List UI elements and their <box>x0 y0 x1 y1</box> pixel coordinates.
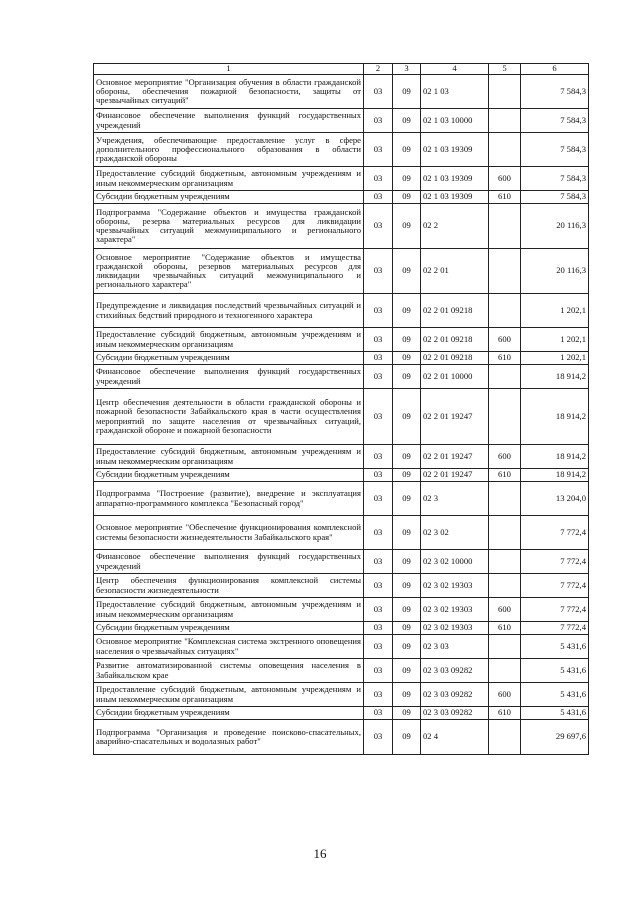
row-section: 03 <box>364 482 393 516</box>
row-amount: 1 202,1 <box>521 294 589 328</box>
row-amount: 7 584,3 <box>521 75 589 109</box>
row-name: Подпрограмма "Построение (развитие), внедрение и эксплуатация аппаратно-программного комплекса "Безопасный город" <box>94 482 364 516</box>
row-subsection: 09 <box>393 635 421 659</box>
row-subsection: 09 <box>393 659 421 683</box>
row-section: 03 <box>364 720 393 755</box>
row-amount: 18 914,2 <box>521 469 589 482</box>
row-section: 03 <box>364 445 393 469</box>
row-target-code: 02 3 02 19303 <box>421 622 489 635</box>
row-subsection: 09 <box>393 75 421 109</box>
row-name: Субсидии бюджетным учреждениям <box>94 622 364 635</box>
row-name: Предоставление субсидий бюджетным, автономным учреждениям и иным некоммерческим организациям <box>94 167 364 191</box>
row-subsection: 09 <box>393 389 421 445</box>
row-amount: 7 772,4 <box>521 516 589 550</box>
row-amount: 29 697,6 <box>521 720 589 755</box>
row-target-code: 02 1 03 10000 <box>421 109 489 133</box>
row-expense-type <box>489 550 521 574</box>
row-section: 03 <box>364 683 393 707</box>
row-name: Субсидии бюджетным учреждениям <box>94 707 364 720</box>
table-row <box>94 516 589 550</box>
row-name: Подпрограмма "Организация и проведение поисково-спасательных, аварийно-спасательных и водолазных работ" <box>94 720 364 755</box>
table-row <box>94 109 589 133</box>
row-expense-type <box>489 720 521 755</box>
row-amount: 1 202,1 <box>521 328 589 352</box>
table-row <box>94 167 589 191</box>
row-section: 03 <box>364 598 393 622</box>
row-amount: 18 914,2 <box>521 389 589 445</box>
row-expense-type <box>489 365 521 389</box>
row-target-code: 02 3 02 10000 <box>421 550 489 574</box>
page-number: 16 <box>313 846 327 861</box>
row-section: 03 <box>364 365 393 389</box>
row-section: 03 <box>364 191 393 204</box>
table-row <box>94 635 589 659</box>
row-name: Финансовое обеспечение выполнения функций государственных учреждений <box>94 109 364 133</box>
table-row <box>94 352 589 365</box>
row-target-code: 02 2 01 09218 <box>421 294 489 328</box>
row-subsection: 09 <box>393 598 421 622</box>
row-amount: 5 431,6 <box>521 683 589 707</box>
row-name: Основное мероприятие "Содержание объектов и имущества гражданской обороны, резервов материальных ресурсов для ликвидации чрезвычайных ситуаций межмуниципального и регионального характера" <box>94 249 364 294</box>
row-section: 03 <box>364 328 393 352</box>
row-name: Субсидии бюджетным учреждениям <box>94 191 364 204</box>
table-row <box>94 191 589 204</box>
table-row <box>94 622 589 635</box>
table-row <box>94 482 589 516</box>
row-expense-type <box>489 482 521 516</box>
table-row <box>94 389 589 445</box>
row-section: 03 <box>364 352 393 365</box>
header-col-3: 3 <box>393 64 421 75</box>
header-col-4: 4 <box>421 64 489 75</box>
row-section: 03 <box>364 109 393 133</box>
row-subsection: 09 <box>393 720 421 755</box>
row-expense-type <box>489 294 521 328</box>
row-expense-type <box>489 133 521 167</box>
row-expense-type: 600 <box>489 328 521 352</box>
row-amount: 18 914,2 <box>521 365 589 389</box>
row-subsection: 09 <box>393 550 421 574</box>
row-subsection: 09 <box>393 109 421 133</box>
table-row <box>94 133 589 167</box>
row-amount: 18 914,2 <box>521 445 589 469</box>
row-target-code: 02 3 02 19303 <box>421 598 489 622</box>
header-col-2: 2 <box>364 64 393 75</box>
row-name: Субсидии бюджетным учреждениям <box>94 469 364 482</box>
row-amount: 7 584,3 <box>521 109 589 133</box>
row-target-code: 02 2 01 19247 <box>421 469 489 482</box>
row-target-code: 02 1 03 19309 <box>421 167 489 191</box>
row-amount: 7 772,4 <box>521 622 589 635</box>
row-target-code: 02 3 03 09282 <box>421 659 489 683</box>
row-section: 03 <box>364 635 393 659</box>
row-amount: 7 772,4 <box>521 574 589 598</box>
row-expense-type: 600 <box>489 598 521 622</box>
table-row <box>94 550 589 574</box>
row-subsection: 09 <box>393 133 421 167</box>
row-section: 03 <box>364 469 393 482</box>
table-row <box>94 328 589 352</box>
row-subsection: 09 <box>393 574 421 598</box>
table-row <box>94 469 589 482</box>
row-name: Предоставление субсидий бюджетным, автономным учреждениям и иным некоммерческим организациям <box>94 445 364 469</box>
row-subsection: 09 <box>393 683 421 707</box>
row-amount: 20 116,3 <box>521 249 589 294</box>
row-section: 03 <box>364 167 393 191</box>
row-amount: 7 772,4 <box>521 550 589 574</box>
row-name: Субсидии бюджетным учреждениям <box>94 352 364 365</box>
row-target-code: 02 3 02 <box>421 516 489 550</box>
row-amount: 7 584,3 <box>521 167 589 191</box>
row-section: 03 <box>364 294 393 328</box>
row-expense-type: 610 <box>489 352 521 365</box>
row-subsection: 09 <box>393 352 421 365</box>
row-subsection: 09 <box>393 294 421 328</box>
row-subsection: 09 <box>393 328 421 352</box>
row-subsection: 09 <box>393 516 421 550</box>
row-target-code: 02 1 03 <box>421 75 489 109</box>
table-body <box>94 75 589 755</box>
row-expense-type: 610 <box>489 469 521 482</box>
row-target-code: 02 2 <box>421 204 489 249</box>
table-row <box>94 249 589 294</box>
row-expense-type <box>489 204 521 249</box>
row-name: Предупреждение и ликвидация последствий чрезвычайных ситуаций и стихийных бедствий природного и техногенного характера <box>94 294 364 328</box>
table-row <box>94 445 589 469</box>
row-subsection: 09 <box>393 249 421 294</box>
row-target-code: 02 3 03 <box>421 635 489 659</box>
row-section: 03 <box>364 249 393 294</box>
row-expense-type <box>489 659 521 683</box>
row-section: 03 <box>364 550 393 574</box>
row-expense-type: 610 <box>489 707 521 720</box>
row-target-code: 02 2 01 <box>421 249 489 294</box>
budget-table <box>93 63 589 755</box>
row-subsection: 09 <box>393 204 421 249</box>
row-name: Центр обеспечения функционирования комплексной системы безопасности жизнедеятельности <box>94 574 364 598</box>
row-amount: 20 116,3 <box>521 204 589 249</box>
row-target-code: 02 2 01 10000 <box>421 365 489 389</box>
row-name: Основное мероприятие "Организация обучения в области гражданской обороны, обеспечения пожарной безопасности, защиты от чрезвычайных ситуаций" <box>94 75 364 109</box>
row-expense-type: 610 <box>489 191 521 204</box>
row-section: 03 <box>364 75 393 109</box>
row-subsection: 09 <box>393 469 421 482</box>
table-row <box>94 683 589 707</box>
row-expense-type: 600 <box>489 683 521 707</box>
row-target-code: 02 2 01 09218 <box>421 352 489 365</box>
row-name: Предоставление субсидий бюджетным, автономным учреждениям и иным некоммерческим организациям <box>94 328 364 352</box>
row-expense-type <box>489 389 521 445</box>
table-row <box>94 659 589 683</box>
row-section: 03 <box>364 707 393 720</box>
row-subsection: 09 <box>393 191 421 204</box>
table-row <box>94 707 589 720</box>
row-subsection: 09 <box>393 482 421 516</box>
table-row <box>94 365 589 389</box>
row-amount: 1 202,1 <box>521 352 589 365</box>
header-col-6: 6 <box>521 64 589 75</box>
row-name: Финансовое обеспечение выполнения функций государственных учреждений <box>94 550 364 574</box>
row-section: 03 <box>364 574 393 598</box>
row-subsection: 09 <box>393 707 421 720</box>
row-expense-type <box>489 109 521 133</box>
row-target-code: 02 1 03 19309 <box>421 133 489 167</box>
row-expense-type: 600 <box>489 445 521 469</box>
header-row <box>94 64 589 75</box>
row-target-code: 02 4 <box>421 720 489 755</box>
row-subsection: 09 <box>393 622 421 635</box>
row-target-code: 02 3 03 09282 <box>421 707 489 720</box>
row-amount: 5 431,6 <box>521 707 589 720</box>
row-expense-type <box>489 516 521 550</box>
row-target-code: 02 3 <box>421 482 489 516</box>
row-section: 03 <box>364 516 393 550</box>
row-name: Центр обеспечения деятельности в области гражданской обороны и пожарной безопасности Забайкальского края в части осуществления мероприятий по защите населения от чрезвычайных ситуаций, гражданской обороне и пожарной безопасности <box>94 389 364 445</box>
row-expense-type <box>489 574 521 598</box>
row-name: Учреждения, обеспечивающие предоставление услуг в сфере дополнительного профессионального образования в области гражданской обороны <box>94 133 364 167</box>
row-target-code: 02 1 03 19309 <box>421 191 489 204</box>
row-section: 03 <box>364 133 393 167</box>
row-amount: 7 584,3 <box>521 133 589 167</box>
header-col-5: 5 <box>489 64 521 75</box>
row-name: Подпрограмма "Содержание объектов и имущества гражданской обороны, резерва материальных ресурсов для ликвидации чрезвычайных ситуаций межмуниципального и регионального характера" <box>94 204 364 249</box>
row-expense-type: 610 <box>489 622 521 635</box>
table-row <box>94 574 589 598</box>
row-target-code: 02 3 02 19303 <box>421 574 489 598</box>
row-section: 03 <box>364 389 393 445</box>
row-target-code: 02 2 01 19247 <box>421 445 489 469</box>
row-target-code: 02 2 01 09218 <box>421 328 489 352</box>
row-target-code: 02 3 03 09282 <box>421 683 489 707</box>
row-amount: 5 431,6 <box>521 659 589 683</box>
table-row <box>94 598 589 622</box>
row-amount: 13 204,0 <box>521 482 589 516</box>
row-amount: 5 431,6 <box>521 635 589 659</box>
row-expense-type <box>489 635 521 659</box>
row-section: 03 <box>364 659 393 683</box>
header-col-1: 1 <box>94 64 364 75</box>
row-name: Развитие автоматизированной системы оповещения населения в Забайкальском крае <box>94 659 364 683</box>
row-name: Предоставление субсидий бюджетным, автономным учреждениям и иным некоммерческим организациям <box>94 598 364 622</box>
row-subsection: 09 <box>393 365 421 389</box>
row-section: 03 <box>364 204 393 249</box>
row-target-code: 02 2 01 19247 <box>421 389 489 445</box>
row-amount: 7 772,4 <box>521 598 589 622</box>
row-name: Предоставление субсидий бюджетным, автономным учреждениям и иным некоммерческим организациям <box>94 683 364 707</box>
table-row <box>94 720 589 755</box>
row-name: Финансовое обеспечение выполнения функций государственных учреждений <box>94 365 364 389</box>
table-row <box>94 294 589 328</box>
row-subsection: 09 <box>393 167 421 191</box>
row-name: Основное мероприятие "Комплексная система экстренного оповещения населения о чрезвычайных ситуациях" <box>94 635 364 659</box>
row-subsection: 09 <box>393 445 421 469</box>
row-amount: 7 584,3 <box>521 191 589 204</box>
row-expense-type <box>489 249 521 294</box>
row-section: 03 <box>364 622 393 635</box>
row-name: Основное мероприятие "Обеспечение функционирования комплексной системы безопасности жизнедеятельности Забайкальского края" <box>94 516 364 550</box>
row-expense-type: 600 <box>489 167 521 191</box>
table-row <box>94 75 589 109</box>
row-expense-type <box>489 75 521 109</box>
table-row <box>94 204 589 249</box>
